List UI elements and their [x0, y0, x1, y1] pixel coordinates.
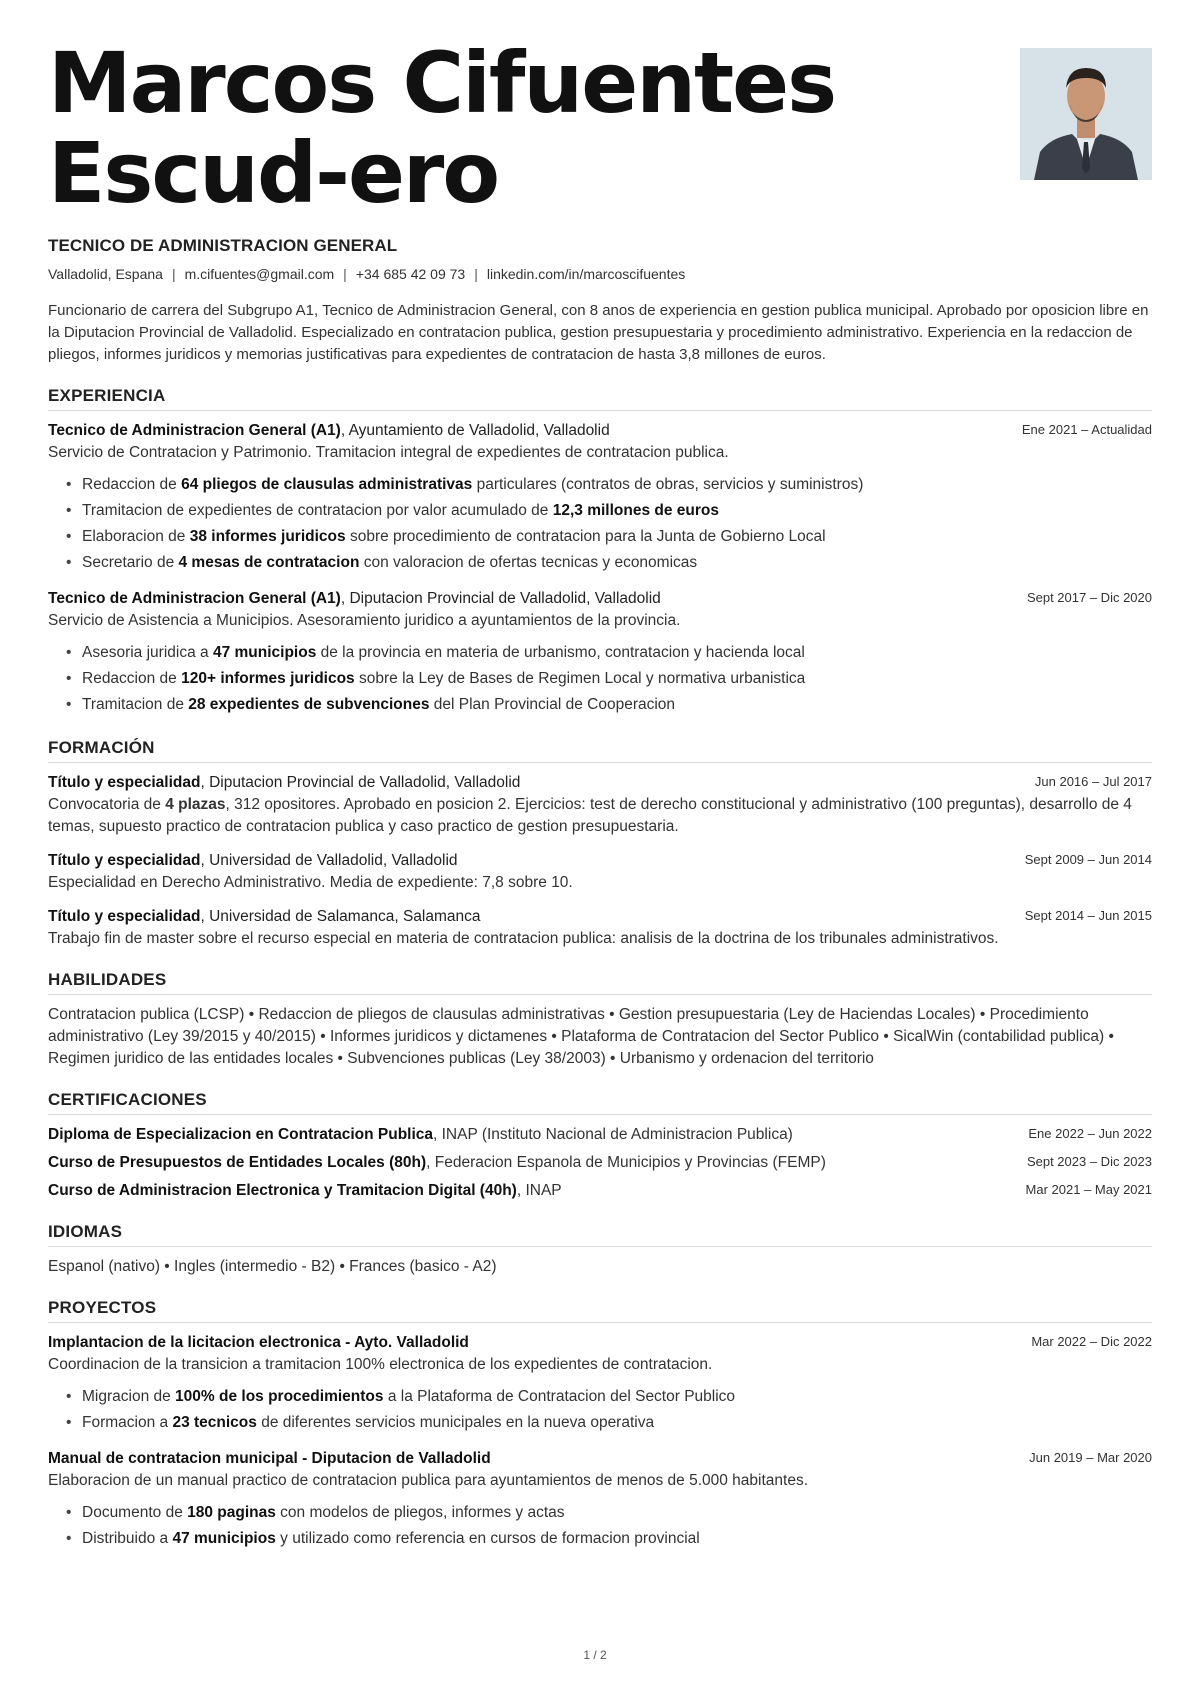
section-title: FORMACIÓN [48, 738, 1152, 763]
entry-date: Mar 2021 – May 2021 [1025, 1182, 1152, 1197]
entry-heading [48, 906, 1152, 928]
cert-org: , INAP [516, 1182, 562, 1199]
entry-degree: Título y especialidad [48, 852, 201, 869]
cert-name: Diploma de Especializacion en Contratacion Publica [48, 1126, 434, 1143]
entry-degree: Título y especialidad [48, 908, 201, 925]
contact-phone[interactable]: +34 685 42 09 73 [355, 266, 466, 282]
entry-role: Tecnico de Administracion General (A1) [48, 590, 341, 607]
page-number: 1 / 2 [583, 1648, 607, 1662]
resume-page [48, 34, 1152, 1564]
certification-entry [48, 1152, 1152, 1174]
candidate-name: Marcos Cifuentes Escud-ero [48, 34, 836, 222]
entry-role: Tecnico de Administracion General (A1) [48, 422, 341, 439]
list-item: • Tramitacion de 28 expedientes de subvenciones del Plan Provincial de Cooperacion [82, 692, 1152, 718]
cert-org: , INAP (Instituto Nacional de Administracion Publica) [433, 1126, 793, 1143]
entry-description: Especialidad en Derecho Administrativo. Media de expediente: 7,8 sobre 10. [48, 874, 573, 891]
entry-date: Jun 2016 – Jul 2017 [1034, 774, 1152, 789]
entry-date: Sept 2023 – Dic 2023 [1026, 1154, 1152, 1169]
certification-entry [48, 1124, 1152, 1146]
list-item: • Documento de 180 paginas con modelos de pliegos, informes y actas [82, 1500, 1152, 1526]
list-item: • Redaccion de 64 pliegos de clausulas administrativas particulares (contratos de obras, servicios y suministros) [82, 472, 1152, 498]
profile-summary: Funcionario de carrera del Subgrupo A1, Tecnico de Administracion General, con 8 anos de experiencia en gestion publica municipal. Aprobado por oposicion libre en la Diputacion Provincial de Valladolid. Especializado en contratacion publica, gestion presupuestaria y procedimiento administrativo. Experiencia en la redaccion de pliegos, informes juridicos y memorias justificativas para expedientes de contratacion de hasta 3,8 millones de euros. [48, 302, 1149, 363]
contact-separator: | [474, 266, 478, 282]
contact-line [48, 266, 1152, 282]
skills-section [48, 970, 1152, 1070]
entry-date: Ene 2021 – Actualidad [1021, 422, 1152, 437]
entry-date: Sept 2014 – Jun 2015 [1024, 908, 1152, 923]
entry-description: Servicio de Contratacion y Patrimonio. Tramitacion integral de expedientes de contratacion publica. [48, 444, 729, 461]
entry-heading [48, 1332, 1152, 1354]
entry-org: , Universidad de Valladolid, Valladolid [200, 852, 458, 869]
achievement-list [48, 1384, 1152, 1436]
experience-entry [48, 420, 1152, 576]
list-item: • Formacion a 23 tecnicos de diferentes servicios municipales en la nueva operativa [82, 1410, 1152, 1436]
experience-section [48, 386, 1152, 718]
entry-description: Convocatoria de 4 plazas, 312 opositores. Aprobado en posicion 2. Ejercicios: test de derecho constitucional y administrativo (100 preguntas), desarrollo de 4 temas, supuesto practico de contratacion publica y caso practico de gestion presupuestaria. [48, 796, 1132, 835]
entry-date: Sept 2009 – Jun 2014 [1024, 852, 1152, 867]
languages-section [48, 1222, 1152, 1278]
project-entry [48, 1448, 1152, 1552]
entry-org: , Ayuntamiento de Valladolid, Valladolid [340, 422, 610, 439]
cert-name: Curso de Administracion Electronica y Tramitacion Digital (40h) [48, 1182, 517, 1199]
achievement-list [48, 472, 1152, 576]
entry-heading [48, 1448, 1152, 1470]
job-title: TECNICO DE ADMINISTRACION GENERAL [48, 236, 398, 255]
project-name: Implantacion de la licitacion electronica - Ayto. Valladolid [48, 1334, 469, 1351]
section-title: EXPERIENCIA [48, 386, 1152, 411]
projects-section [48, 1298, 1152, 1552]
entry-description: Coordinacion de la transicion a tramitacion 100% electronica de los expedientes de contratacion. [48, 1356, 713, 1373]
entry-org: , Diputacion Provincial de Valladolid, Valladolid [200, 774, 521, 791]
list-item: • Distribuido a 47 municipios y utilizado como referencia en cursos de formacion provincial [82, 1526, 1152, 1552]
entry-heading [48, 420, 1152, 442]
project-entry [48, 1332, 1152, 1436]
entry-org: , Universidad de Salamanca, Salamanca [200, 908, 481, 925]
education-entry [48, 906, 1152, 950]
entry-description: Trabajo fin de master sobre el recurso especial en materia de contratacion publica: analisis de la doctrina de los tribunales administrativos. [48, 930, 999, 947]
entry-heading [48, 588, 1152, 610]
entry-date: Sept 2017 – Dic 2020 [1026, 590, 1152, 605]
section-title: HABILIDADES [48, 970, 1152, 995]
entry-description: Elaboracion de un manual practico de contratacion publica para ayuntamientos de menos de 5.000 habitantes. [48, 1472, 808, 1489]
list-item: • Secretario de 4 mesas de contratacion con valoracion de ofertas tecnicas y economicas [82, 550, 1152, 576]
education-entry [48, 850, 1152, 894]
cert-name: Curso de Presupuestos de Entidades Locales (80h) [48, 1154, 427, 1171]
languages-list: Espanol (nativo) • Ingles (intermedio - B2) • Frances (basico - A2) [48, 1258, 497, 1275]
entry-date: Ene 2022 – Jun 2022 [1028, 1126, 1152, 1141]
contact-separator: | [171, 266, 176, 282]
certification-entry [48, 1180, 1152, 1202]
entry-date: Jun 2019 – Mar 2020 [1029, 1450, 1152, 1465]
entry-description: Servicio de Asistencia a Municipios. Asesoramiento juridico a ayuntamientos de la provincia. [48, 612, 681, 629]
education-section [48, 738, 1152, 950]
skills-list: Contratacion publica (LCSP) • Redaccion de pliegos de clausulas administrativas • Gestion presupuestaria (Ley de Haciendas Locales) • Procedimiento administrativo (Ley 39/2015 y 40/2015) • Informes juridicos y dictamenes • Plataforma de Contratacion del Sector Publico • SicalWin (contabilidad publica) • Regimen juridico de las entidades locales • Subvenciones publicas (Ley 38/2003) • Urbanismo y ordenacion del territorio [48, 1006, 1114, 1067]
entry-heading [48, 772, 1152, 794]
list-item: • Tramitacion de expedientes de contratacion por valor acumulado de 12,3 millones de euros [82, 498, 1152, 524]
experience-entry [48, 588, 1152, 718]
list-item: • Redaccion de 120+ informes juridicos sobre la Ley de Bases de Regimen Local y normativa urbanistica [82, 666, 1152, 692]
certifications-section [48, 1090, 1152, 1202]
resume-header [48, 34, 1152, 234]
section-title: PROYECTOS [48, 1298, 1152, 1323]
achievement-list [48, 640, 1152, 718]
contact-email[interactable]: m.cifuentes@gmail.com [184, 266, 335, 282]
section-title: CERTIFICACIONES [48, 1090, 1152, 1115]
entry-degree: Título y especialidad [48, 774, 201, 791]
contact-location: Valladolid, Espana [48, 266, 163, 282]
entry-date: Mar 2022 – Dic 2022 [1031, 1334, 1152, 1349]
list-item: • Asesoria juridica a 47 municipios de la provincia en materia de urbanismo, contratacion y hacienda local [82, 640, 1152, 666]
project-name: Manual de contratacion municipal - Diputacion de Valladolid [48, 1450, 491, 1467]
contact-separator: | [343, 266, 347, 282]
list-item: • Migracion de 100% de los procedimientos a la Plataforma de Contratacion del Sector Publico [82, 1384, 1152, 1410]
list-item: • Elaboracion de 38 informes juridicos sobre procedimiento de contratacion para la Junta de Gobierno Local [82, 524, 1152, 550]
education-entry [48, 772, 1152, 838]
achievement-list [48, 1500, 1152, 1552]
entry-org: , Diputacion Provincial de Valladolid, Valladolid [340, 590, 661, 607]
contact-linkedin[interactable]: linkedin.com/in/marcoscifuentes [486, 266, 686, 282]
section-title: IDIOMAS [48, 1222, 1152, 1247]
cert-org: , Federacion Espanola de Municipios y Provincias (FEMP) [426, 1154, 826, 1171]
profile-photo [1020, 48, 1152, 180]
entry-heading [48, 850, 1152, 872]
